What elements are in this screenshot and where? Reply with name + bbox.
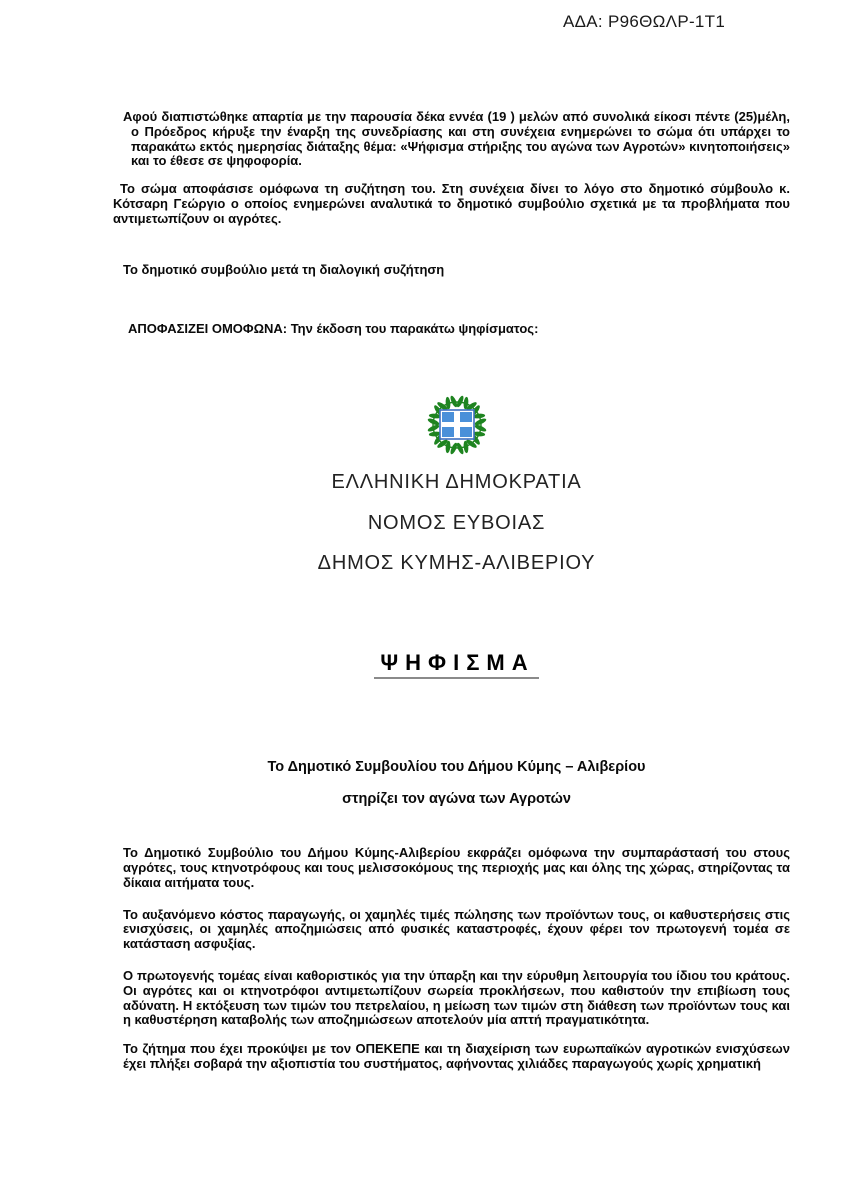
resolution-title-row: [123, 651, 790, 679]
resolution-subtitle-council: Το Δημοτικό Συμβουλίου του Δήμου Κύμης – Αλιβερίου: [267, 759, 646, 776]
resolution-subtitle-support: στηρίζει τον αγώνα των Αγροτών: [342, 791, 571, 808]
paragraph-council-after-debate: Το δημοτικό συμβούλιο μετά τη διαλογική συζήτηση: [123, 261, 445, 277]
resolution-paragraph-solidarity: Το Δημοτικό Συμβούλιο του Δήμου Κύμης-Αλιβερίου εκφράζει ομόφωνα την συμπαράστασή του στους αγρότες, τους κτηνοτρόφους και τους μελισσοκόμους της περιοχής μας και όλης της χώρας, στηρίζοντας τα δίκαια αιτήματα τους.: [123, 845, 790, 890]
letterhead-emblem: [123, 394, 790, 456]
greek-national-emblem-icon: [425, 394, 489, 456]
paragraph-discussion: Το σώμα αποφάσισε ομόφωνα τη συζήτηση του. Στη συνέχεια δίνει το λόγο στο δημοτικό σύμβουλο κ. Κότσαρη Γεώργιο ο οποίος ενημερώνει αναλυτικά το δημοτικό συμβούλιο σχετικά με τα προβλήματα που αντιμετωπίζουν οι αγρότες.: [113, 181, 790, 226]
resolution-paragraph-opekepe: Το ζήτημα που έχει προκύψει με τον ΟΠΕΚΕΠΕ και τη διαχείριση των ευρωπαϊκών αγροτικών ενισχύσεων έχει πλήξει σοβαρά την αξιοπιστία του συστήματος, αφήνοντας χιλιάδες παραγωγούς χωρίς χρηματική: [123, 1041, 790, 1071]
document-body: [113, 0, 790, 1072]
resolution-title: ΨΗΦΙΣΜΑ: [374, 651, 538, 679]
letterhead-prefecture: ΝΟΜΟΣ ΕΥΒΟΙΑΣ: [367, 512, 546, 535]
resolution-paragraph-costs: Το αυξανόμενο κόστος παραγωγής, οι χαμηλές τιμές πώλησης των προϊόντων τους, οι καθυστερήσεις στις ενισχύσεις, οι χαμηλές αποζημιώσεις από φυσικές καταστροφές, έχουν φέρει τον πρωτογενή τομέα σε κατάσταση ασφυξίας.: [123, 906, 790, 952]
letterhead-hellenic-republic: ΕΛΛΗΝΙΚΗ ΔΗΜΟΚΡΑΤΙΑ: [331, 471, 582, 494]
resolution-paragraph-primary-sector: Ο πρωτογενής τομέας είναι καθοριστικός για την ύπαρξη και την εύρυθμη λειτουργία του ίδιου του κράτους. Οι αγρότες και οι κτηνοτρόφοι αντιμετωπίζουν σωρεία προκλήσεων, που καθιστούν την επιβίωση τους αδύνατη. Η εκτόξευση των τιμών του πετρελαίου, η μείωση των τιμών στη διάθεση των προϊόντων τους και η καθυστέρηση καταβολής των αποζημιώσεων αποτελούν μία απτή πραγματικότητα.: [123, 967, 790, 1028]
paragraph-unanimous-decision: ΑΠΟΦΑΣΙΖΕΙ ΟΜΟΦΩΝΑ: Την έκδοση του παρακάτω ψηφίσματος:: [128, 321, 539, 337]
letterhead-municipality: ΔΗΜΟΣ ΚΥΜΗΣ-ΑΛΙΒΕΡΙΟΥ: [317, 552, 596, 575]
paragraph-quorum: Αφού διαπιστώθηκε απαρτία με την παρουσία δέκα εννέα (19 ) μελών από συνολικά είκοσι πέντε (25)μέλη, ο Πρόεδρος κήρυξε την έναρξη της συνεδρίασης και στη συνέχεια ενημερώνει το σώμα ότι υπάρχει το παρακάτω εκτός ημερησίας διάταξης θέμα: «Ψήφισμα στήριξης του αγώνα των Αγροτών» κινητοποιήσεις» και το έθεσε σε ψηφοφορία.: [123, 109, 790, 169]
ada-code: ΑΔΑ: Ρ96ΘΩΛΡ-1Τ1: [563, 12, 726, 31]
